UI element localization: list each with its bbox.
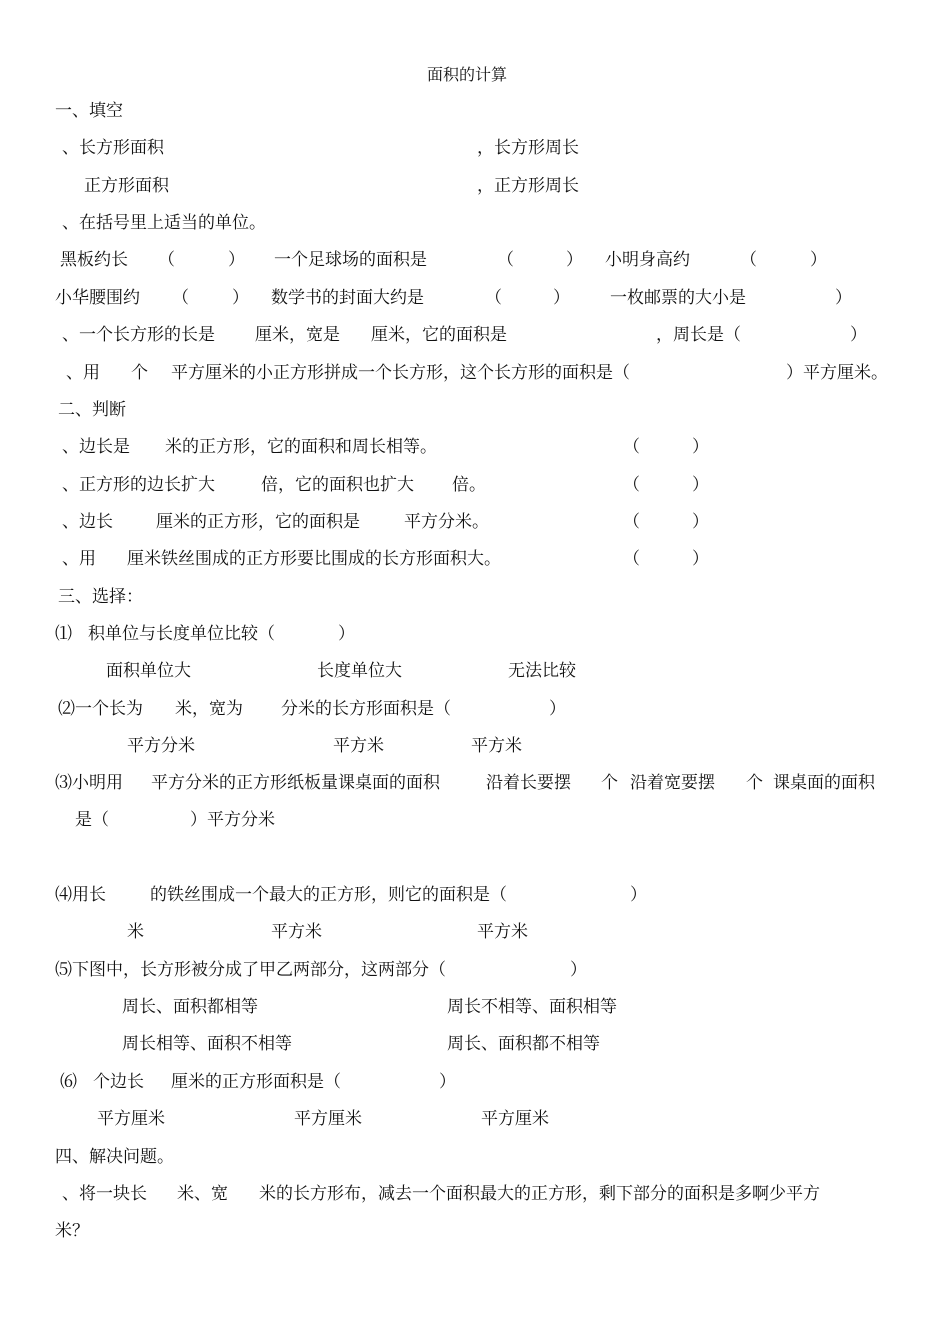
q2-b3: ） [232, 288, 249, 308]
section-heading-judge: 二、判断 [58, 400, 126, 420]
q2-b4: 数学书的封面大约是 [271, 288, 424, 308]
page-title: 面积的计算 [427, 65, 508, 84]
choice-2-p1: ⑵一个长为 [58, 699, 143, 719]
q2-a6: ） [566, 250, 583, 270]
choice-3-p4: 个 [601, 773, 618, 793]
choice-1-option-1: 面积单位大 [106, 661, 191, 681]
q1-line2-right: ，正方形周长 [477, 176, 579, 196]
choice-5-p2: ） [570, 960, 587, 980]
q4-p2: 个 [131, 363, 148, 383]
q2-a3: ） [228, 250, 245, 270]
q3-p5: ） [850, 325, 867, 345]
choice-2-p3: 分米的长方形面积是（ [281, 699, 451, 719]
judge-3-open: （ [623, 512, 640, 532]
judge-1-p2: 米的正方形，它的面积和周长相等。 [165, 437, 437, 457]
q3-p4: ，周长是（ [656, 325, 741, 345]
choice-4-option-3: 平方米 [477, 922, 528, 942]
choice-6-p2: 厘米的正方形面积是（ [171, 1072, 341, 1092]
choice-3-p7: 课桌面的面积 [773, 773, 875, 793]
q2-b5: （ [485, 288, 502, 308]
q2-b8: ） [835, 288, 852, 308]
q4-p3: 平方厘米的小正方形拼成一个长方形，这个长方形的面积是（ [171, 363, 630, 383]
choice-2-p4: ） [549, 699, 566, 719]
choice-3-p5: 沿着宽要摆 [630, 773, 715, 793]
q2-a4: 一个足球场的面积是 [274, 250, 427, 270]
choice-4-p2: 的铁丝围成一个最大的正方形，则它的面积是（ [150, 885, 507, 905]
judge-1-close: ） [692, 437, 709, 457]
q2-b7: 一枚邮票的大小是 [610, 288, 746, 308]
choice-3-p2: 平方分米的正方形纸板量课桌面的面积 [151, 773, 440, 793]
choice-2-p2: 米，宽为 [175, 699, 243, 719]
judge-2-open: （ [623, 475, 640, 495]
problem-1-line2: 米？ [55, 1221, 89, 1241]
choice-1-option-2: 长度单位大 [317, 661, 402, 681]
q2-a5: （ [497, 250, 514, 270]
choice-5-option-1: 周长、面积都相等 [122, 997, 258, 1017]
section-heading-fill-in: 一、填空 [55, 101, 123, 121]
judge-3-p3: 平方分米。 [404, 512, 489, 532]
choice-4-option-2: 平方米 [271, 922, 322, 942]
problem-1-p2: 米、宽 [177, 1184, 228, 1204]
q3-p3: 厘米，它的面积是 [371, 325, 507, 345]
q4-p1: 、用 [66, 363, 100, 383]
choice-1-p2: ） [338, 624, 355, 644]
q3-p2: 厘米，宽是 [255, 325, 340, 345]
choice-3-line2-a: 是（ [75, 810, 109, 830]
q4-p4: ）平方厘米。 [786, 363, 888, 383]
choice-2-option-2: 平方米 [333, 736, 384, 756]
choice-6-option-3: 平方厘米 [481, 1109, 549, 1129]
q2-b2: （ [172, 288, 189, 308]
problem-1-p1: 、将一块长 [62, 1184, 147, 1204]
choice-5-option-3: 周长相等、面积不相等 [122, 1034, 292, 1054]
choice-5-option-4: 周长、面积都不相等 [447, 1034, 600, 1054]
judge-2-p3: 倍。 [452, 475, 486, 495]
q2-b6: ） [553, 288, 570, 308]
q2-a8: （ [740, 250, 757, 270]
q1-line1-left: 、长方形面积 [62, 138, 164, 158]
q1-line1-right: ，长方形周长 [477, 138, 579, 158]
judge-2-p2: 倍，它的面积也扩大 [261, 475, 414, 495]
choice-1-option-3: 无法比较 [508, 661, 576, 681]
section-heading-choice: 三、选择： [58, 587, 143, 607]
judge-4-open: （ [623, 549, 640, 569]
choice-3-p3: 沿着长要摆 [486, 773, 571, 793]
choice-2-option-1: 平方分米 [127, 736, 195, 756]
choice-3-p6: 个 [746, 773, 763, 793]
choice-6-option-2: 平方厘米 [294, 1109, 362, 1129]
choice-1-number: ⑴ [55, 624, 72, 644]
choice-6-p1: 个边长 [93, 1072, 144, 1092]
judge-4-close: ） [692, 549, 709, 569]
judge-3-p1: 、边长 [62, 512, 113, 532]
judge-2-p1: 、正方形的边长扩大 [62, 475, 215, 495]
judge-4-p2: 厘米铁丝围成的正方形要比围成的长方形面积大。 [127, 549, 501, 569]
q2-b1: 小华腰围约 [55, 288, 140, 308]
q2-a1: 黑板约长 [60, 250, 128, 270]
q2-instruction: 、在括号里上适当的单位。 [62, 213, 266, 233]
problem-1-p3: 米的长方形布，减去一个面积最大的正方形，剩下部分的面积是多啊少平方 [259, 1184, 820, 1204]
choice-4-p3: ） [630, 885, 647, 905]
q2-a9: ） [810, 250, 827, 270]
choice-5-p1: ⑸下图中，长方形被分成了甲乙两部分，这两部分（ [55, 960, 446, 980]
choice-2-option-3: 平方米 [471, 736, 522, 756]
q3-p1: 、一个长方形的长是 [62, 325, 215, 345]
choice-5-option-2: 周长不相等、面积相等 [447, 997, 617, 1017]
judge-4-p1: 、用 [62, 549, 96, 569]
choice-6-number: ⑹ [60, 1072, 77, 1092]
judge-3-p2: 厘米的正方形，它的面积是 [156, 512, 360, 532]
choice-6-option-1: 平方厘米 [97, 1109, 165, 1129]
q2-a2: （ [158, 250, 175, 270]
judge-3-close: ） [692, 512, 709, 532]
choice-3-line2-b: ）平方分米 [190, 810, 275, 830]
q1-line2-left: 正方形面积 [84, 176, 169, 196]
choice-4-p1: ⑷用长 [55, 885, 106, 905]
judge-1-p1: 、边长是 [62, 437, 130, 457]
choice-6-p3: ） [439, 1072, 456, 1092]
choice-4-option-1: 米 [127, 922, 144, 942]
q2-a7: 小明身高约 [605, 250, 690, 270]
choice-1-p1: 积单位与长度单位比较（ [88, 624, 275, 644]
judge-2-close: ） [692, 475, 709, 495]
judge-1-open: （ [623, 437, 640, 457]
section-heading-problems: 四、解决问题。 [55, 1147, 174, 1167]
choice-3-p1: ⑶小明用 [55, 773, 123, 793]
